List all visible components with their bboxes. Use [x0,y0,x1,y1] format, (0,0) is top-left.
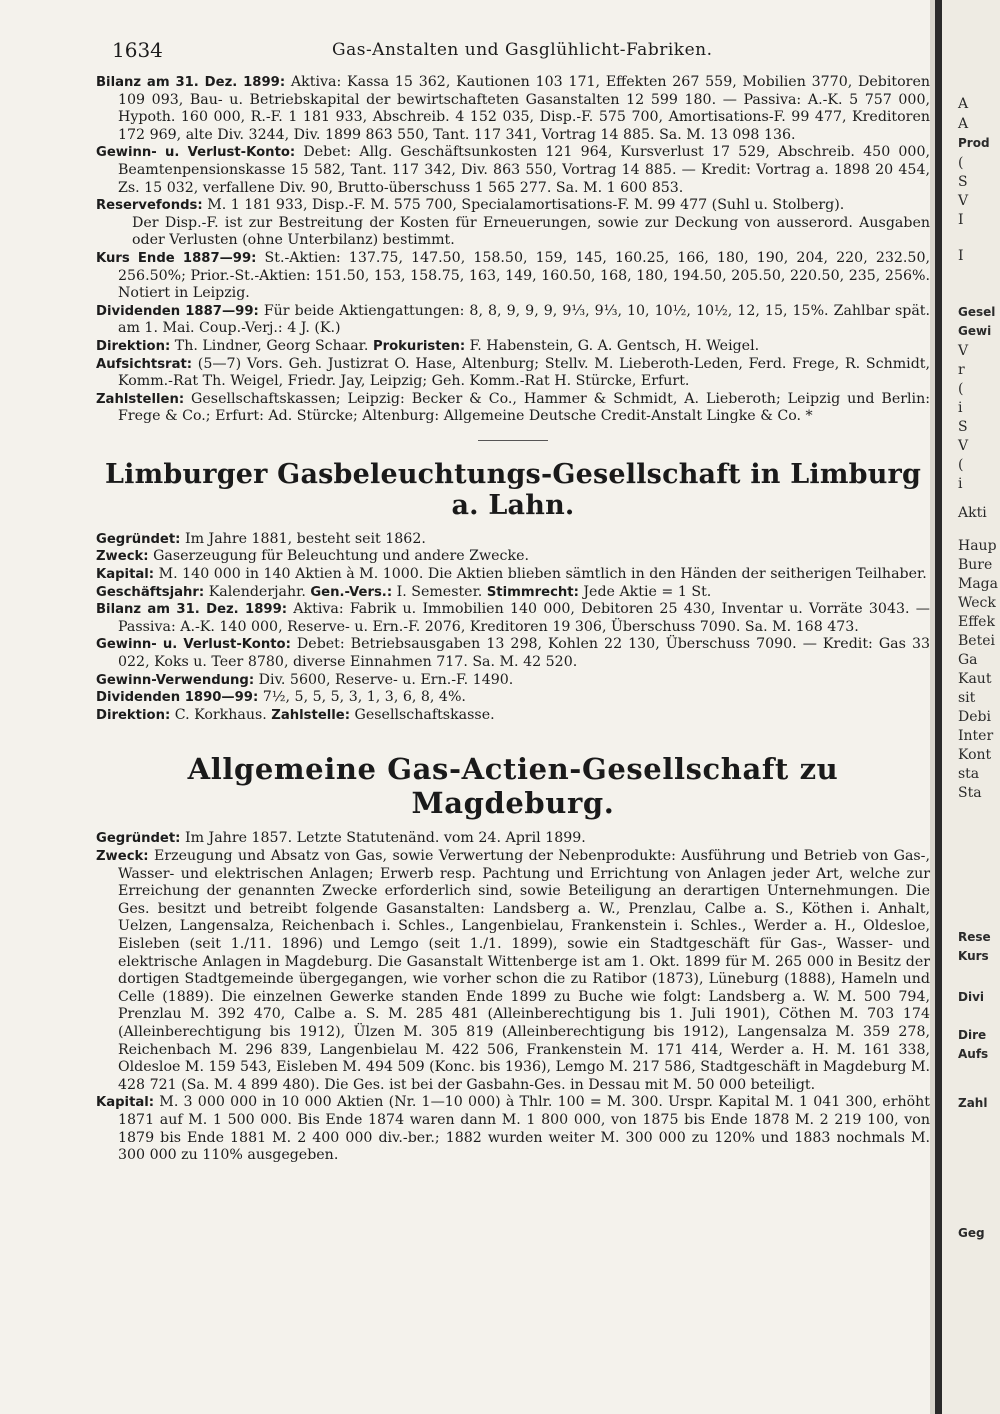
entry-label: Prokuristen: [372,338,466,354]
main-column [96,38,930,1165]
entry-label: Direktion: [96,338,171,354]
next-page-fragment: Haup [958,538,997,554]
entry-text: M. 1 181 933, Disp.-F. M. 575 700, Specialamortisations-F. M. 99 477 (Suhl u. Stolberg). [202,197,845,214]
section-magdeburg [96,830,930,1164]
entry-label: Kapital: [96,567,155,583]
entry-paragraph [96,197,930,215]
entry-text: (5—7) Vors. Geh. Justizrat O. Hase, Altenburg; Stellv. M. Lieberoth-Leden, Ferd. Frege, R. Schmidt, Komm.-Rat Th. Weigel, Friedr. Jay, Leipzig; Geh. Komm.-Rat H. Stürcke, Erfurt. [118,355,930,390]
entry-label: Stimmrecht: [486,584,579,600]
next-page-fragment: ( [958,155,964,171]
next-page-fragment: S [958,174,968,190]
entry-text: Im Jahre 1857. Letzte Statutenänd. vom 24. April 1899. [180,830,586,847]
entry-label: Dividenden 1890—99: [96,690,259,706]
next-page-edge [942,0,1000,1414]
entry-text: M. 3 000 000 in 10 000 Aktien (Nr. 1—10 000) à Thlr. 100 = M. 300. Urspr. Kapital M. 1 041 300, erhöht 1871 auf M. 1 500 000. Bis Ende 1874 waren dann M. 1 800 000, von 1875 bis Ende 1878 M. 2 219 100, von 1879 bis Ende 1881 M. 2 400 000 div.-ber.; 1882 wurden weiter M. 300 000 zu 120% und 1883 nochmals M. 300 000 zu 110% ausgegeben. [118,1094,930,1164]
next-page-fragment: Weck [958,595,996,611]
entry-label: Reservefonds: [96,198,203,214]
entry-paragraph [96,531,930,549]
next-page-fragment: Kaut [958,671,992,687]
next-page-fragment: Rese [958,930,991,944]
entry-text: Kalenderjahr. [204,583,311,600]
next-page-fragment: Gewi [958,324,992,338]
next-page-fragment: S [958,419,968,435]
next-page-fragment: Bure [958,557,993,573]
entry-text: Gaserzeugung für Beleuchtung und andere Zwecke. [148,548,529,565]
next-page-fragment: A [958,96,969,112]
entry-paragraph [96,848,930,1094]
next-page-fragment: Kurs [958,949,989,963]
entry-paragraph [96,356,930,391]
entry-paragraph [96,689,930,707]
entry-label: Direktion: [96,707,171,723]
entry-label: Kapital: [96,1095,155,1111]
next-page-fragment: Geg [958,1226,985,1240]
next-page-fragment: sta [958,766,980,782]
entry-paragraph [96,215,930,250]
entry-label: Gewinn- u. Verlust-Konto: [96,637,291,653]
next-page-fragment: V [958,343,969,359]
entry-text: Aktiva: Fabrik u. Immobilien 140 000, Debitoren 25 430, Inventar u. Vorräte 3043. — Passiva: A.-K. 140 000, Reserve- u. Ern.-F. 2076, Kreditoren 19 306, Überschuss 7090. Sa. M. 168 473. [118,601,930,635]
entry-text: Der Disp.-F. ist zur Bestreitung der Kosten für Erneuerungen, sowie zur Deckung von ausserord. Ausgaben oder Verlusten (ohne Unterbilanz) bestimmt. [132,214,930,249]
next-page-fragment: Inter [958,728,994,744]
entry-paragraph [96,707,930,725]
entry-text: Debet: Betriebsausgaben 13 298, Kohlen 22 130, Überschuss 7090. — Kredit: Gas 33 022, Koks u. Teer 8780, diverse Einnahmen 717. Sa. M. 42 520. [118,636,930,671]
section-limburg [96,531,930,725]
entry-label: Zahlstelle: [271,707,351,723]
entry-text: Gesellschaftskassen; Leipzig: Becker & Co., Hammer & Schmidt, A. Lieberoth; Leipzig und Berlin: Frege & Co.; Erfurt: Ad. Stürcke; Altenburg: Allgemeine Deutsche Credit-Anstalt Lingke & Co. * [118,390,930,425]
entry-label: Geschäftsjahr: [96,584,205,600]
entry-label: Aufsichtsrat: [96,356,193,372]
next-page-fragment: I [958,212,964,228]
entry-paragraph [96,672,930,690]
company-title-limburg: Limburger Gasbeleuchtungs-Gesellschaft in Limburg a. Lahn. [104,458,922,521]
entry-paragraph [96,338,930,356]
book-gutter [935,0,942,1414]
entry-label: Kurs Ende 1887—99: [96,250,257,266]
entry-paragraph [96,1094,930,1164]
entry-paragraph [96,548,930,566]
entry-paragraph [96,144,930,197]
entry-label: Zweck: [96,849,149,864]
entry-label: Bilanz am 31. Dez. 1899: [96,75,286,90]
next-page-fragment: Debi [958,709,991,725]
entry-label: Gegründet: [96,831,181,847]
next-page-fragment: Akti [958,505,987,521]
entry-text: Aktiva: Kassa 15 362, Kautionen 103 171, Effekten 267 559, Mobilien 3770, Debitoren 109 093, Bau- u. Betriebskapital der bewirtschafteten Gasanstalten 12 599 180. — Passiva: A.-K. 5 757 000, Hypoth. 160 000, R.-F. 1 181 933, Abschreib. 4 152 035, Disp.-F. 575 700, Amortisations-F. 99 477, Kreditoren 172 969, alte Div. 3244, Div. 1899 863 550, Tant. 117 341, Vortrag 14 885. Sa. M. 13 098 136. [118,74,930,143]
entry-text: M. 140 000 in 140 Aktien à M. 1000. Die Aktien blieben sämtlich in den Händen der seitherigen Teilhaber. [154,566,927,583]
entry-text: Jede Aktie = 1 St. [578,583,712,600]
header-title: Gas-Anstalten und Gasglühlicht-Fabriken. [332,40,713,60]
entry-text: Im Jahre 1881, besteht seit 1862. [180,530,426,547]
entry-text: Für beide Aktiengattungen: 8, 8, 9, 9, 9, 9⅓, 9⅓, 10, 10½, 10½, 12, 15, 15%. Zahlbar spät. am 1. Mai. Coup.-Verj.: 4 J. (K.) [118,302,930,337]
entry-label: Zweck: [96,549,149,565]
entry-text: Div. 5600, Reserve- u. Ern.-F. 1490. [254,671,514,688]
entry-paragraph [96,830,930,848]
entry-text: C. Korkhaus. [170,706,272,723]
entry-label: Gegründet: [96,531,181,547]
entry-paragraph [96,584,930,602]
entry-paragraph [96,636,930,671]
entry-text: 7½, 5, 5, 5, 3, 1, 3, 6, 8, 4%. [258,689,466,706]
next-page-fragment: V [958,438,969,454]
next-page-fragment: Divi [958,990,985,1004]
running-header [96,38,930,74]
entry-label: Gewinn- u. Verlust-Konto: [96,145,296,161]
entry-text: St.-Aktien: 137.75, 147.50, 158.50, 159, 145, 160.25, 166, 180, 190, 204, 220, 232.50, 256.50%; Prior.-St.-Aktien: 151.50, 153, 158.75, 163, 149, 160.50, 168, 180, 194.50, 205.50, 220.50, 235, 256%. Notiert in Leipzig. [118,249,930,302]
next-page-fragment: ( [958,457,964,473]
section-divider [478,440,548,441]
section-previous-company [96,74,930,426]
next-page-fragment: Aufs [958,1047,989,1061]
next-page-fragment: V [958,193,969,209]
next-page-fragment: Gesel [958,305,996,319]
next-page-fragment: Ga [958,652,978,668]
entry-label: Zahlstellen: [96,391,185,407]
next-page-fragment: i [958,400,963,416]
next-page-fragment: sit [958,690,976,706]
entry-text: Debet: Allg. Geschäftsunkosten 121 964, Kursverlust 17 529, Abschreib. 450 000, Beamtenpensionskasse 15 582, Tant. 117 342, Div. 863 550, Vortrag 14 885. — Kredit: Vortrag a. 1898 20 454, Zs. 15 032, verfallene Div. 90, Brutto-überschuss 1 565 277. Sa. M. 1 600 853. [118,144,930,196]
entry-paragraph [96,250,930,303]
entry-text: Erzeugung und Absatz von Gas, sowie Verwertung der Nebenprodukte: Ausführung und Betrieb von Gas-, Wasser- und elektrischen Anlagen; Erwerb resp. Pachtung und Errichtung von Anlagen jeder Art, welche zur Erreichung der genannten Zwecke erforderlich sind, sowie Beteiligung an derartigen Unternehmungen. Die Ges. besitzt und betreibt folgende Gasanstalten: Landsberg a. W., Prenzlau, Calbe a. S., Köthen i. Anhalt, Uelzen, Langensalza, Reichenbach i. Schles., Langenbielau, Frankenstein i. Schles., Werder a. H., Oldesloe, Eisleben (seit 1./11. 1896) und Lemgo (seit 1./1. 1899), sowie ein Stadtgeschäft für Gas-, Wasser- und elektrische Anlagen in Magdeburg. Die Gasanstalt Wittenberge ist am 1. Okt. 1899 für M. 265 000 in Besitz der dortigen Stadtgemeinde übergegangen, wie vorher schon die zu Ratibor (1873), Lüneburg (1888), Hameln und Celle (1889). Die einzelnen Gewerke standen Ende 1899 zu Buche wie folgt: Landsberg a. W. M. 500 794, Prenzlau M. 392 470, Calbe a. S. M. 285 481 (Alleinberechtigung bis 1. Juli 1901), Cöthen M. 703 174 (Alleinberechtigung bis 1912), Ülzen M. 305 819 (Alleinberechtigung bis 1912), Langensalza M. 359 278, Reichenbach M. 296 839, Langenbielau M. 422 506, Frankenstein M. 171 414, Werder a. H. M. 161 338, Oldesloe M. 159 543, Eisleben M. 494 509 (Konc. bis 1936), Lemgo M. 217 586, Stadtgeschäft in Magdeburg M. 428 721 (Sa. M. 4 899 480). Die Ges. ist bei der Gasbahn-Ges. in Dessau mit M. 50 000 beteiligt. [118,848,930,1093]
entry-text: I. Semester. [392,583,487,600]
entry-text: F. Habenstein, G. A. Gentsch, H. Weigel. [465,337,760,354]
entry-label: Bilanz am 31. Dez. 1899: [96,602,288,618]
entry-text: Th. Lindner, Georg Schaar. [170,337,373,354]
next-page-fragment: r [958,362,965,378]
next-page-fragment: Betei [958,633,995,649]
page-number: 1634 [112,38,163,62]
entry-paragraph [96,566,930,584]
next-page-fragment: Maga [958,576,998,592]
entry-text: Gesellschaftskasse. [350,706,495,723]
entry-label: Gewinn-Verwendung: [96,672,255,688]
next-page-fragment: A [958,116,969,132]
next-page-fragment: I [958,248,964,264]
entry-label: Gen.-Vers.: [310,584,393,600]
company-title-magdeburg: Allgemeine Gas-Actien-Gesellschaft zu Magdeburg. [187,752,839,821]
entry-paragraph [96,391,930,426]
next-page-fragment: Kont [958,747,992,763]
next-page-fragment: Prod [958,136,990,150]
next-page-fragment: Sta [958,785,982,801]
next-page-fragment: Dire [958,1028,987,1042]
next-page-fragment: i [958,476,963,492]
entry-paragraph [96,74,930,144]
entry-paragraph [96,303,930,338]
next-page-fragment: ( [958,381,964,397]
next-page-fragment: Effek [958,614,995,630]
entry-paragraph [96,601,930,636]
next-page-fragment: Zahl [958,1096,988,1110]
entry-label: Dividenden 1887—99: [96,303,259,319]
